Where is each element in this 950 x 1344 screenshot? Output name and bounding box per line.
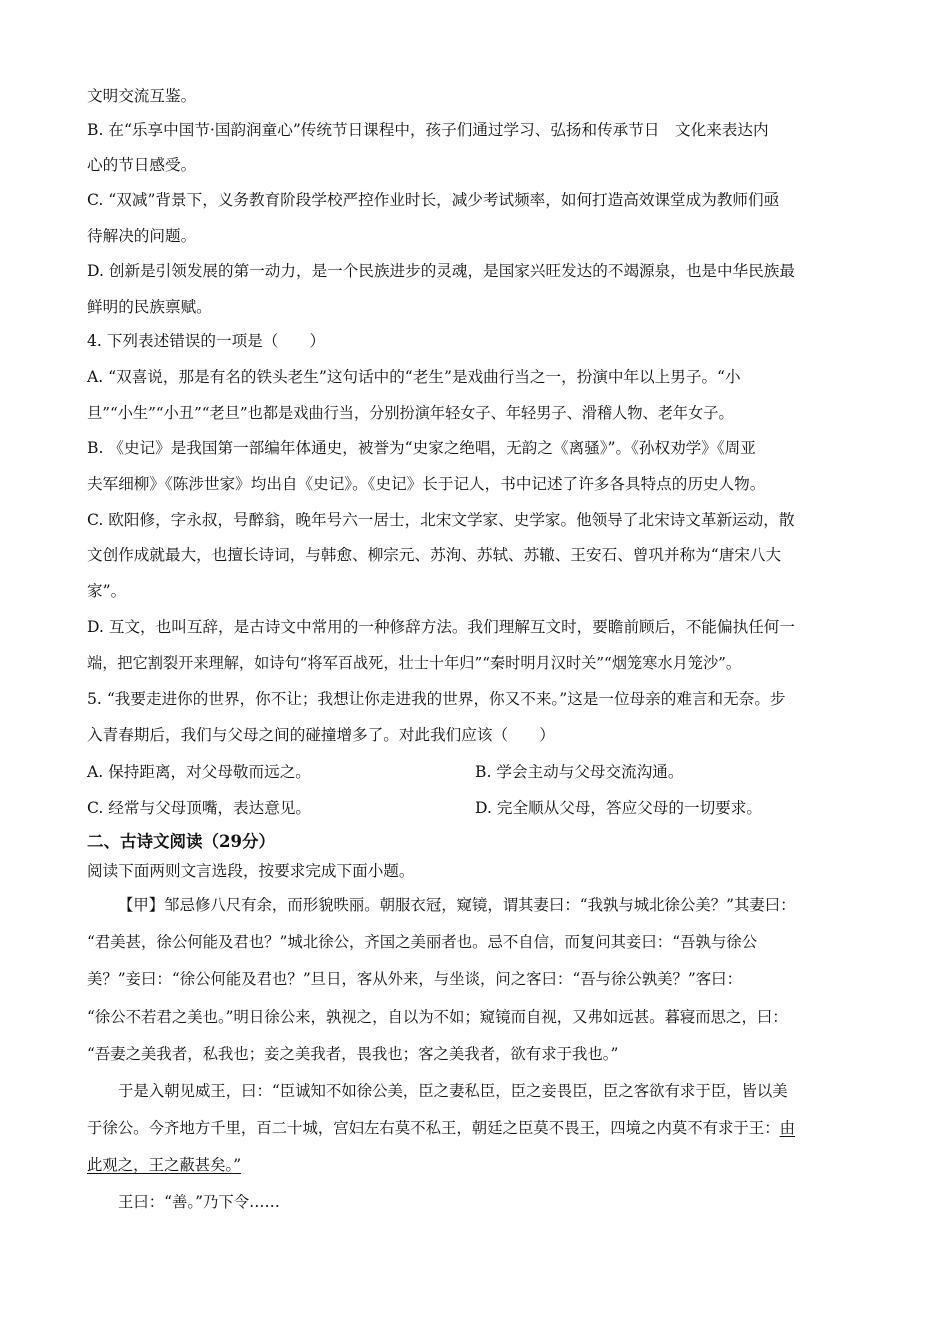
option-b-q4: B. 《史记》是我国第一部编年体通史，被誉为“史家之绝唱，无韵之《离骚》”。《孙权劝学》《周亚 [87, 439, 756, 457]
text-line: 鲜明的民族禀赋。 [87, 298, 212, 316]
classical-text-line: “君美甚，徐公何能及君也？”城北徐公，齐国之美丽者也。忌不自信，而复问其妾曰：“吾孰与徐公 [87, 933, 758, 951]
option-a-q5: A. 保持距离，对父母敬而远之。 [87, 763, 311, 781]
classical-text-line [87, 1155, 241, 1175]
option-d-q5: D. 完全顺从父母，答应父母的一切要求。 [475, 799, 762, 817]
underlined-sentence: 由 [779, 1119, 795, 1137]
classical-text-line: 美？”妾曰：“徐公何能及君也？”旦日，客从外来，与坐谈，问之客曰：“吾与徐公孰美？”客曰： [87, 970, 742, 988]
option-a-q4: A. “双喜说，那是有名的铁头老生”这句话中的“老生”是戏曲行当之一，扮演中年以上男子。“小 [87, 368, 741, 386]
text-line: 入青春期后，我们与父母之间的碰撞增多了。对此我们应该（ ） [87, 726, 555, 744]
classical-text-line: “徐公不若君之美也。”明日徐公来，孰视之，自以为不如；窥镜而自视，又弗如远甚。暮寝而思之，曰： [87, 1008, 788, 1026]
option-c-q3: C. “双减”背景下，义务教育阶段学校严控作业时长，减少考试频率，如何打造高效课堂成为教师们亟 [87, 191, 780, 209]
text-line: 心的节日感受。 [87, 156, 197, 174]
text-line: 文明交流互鉴。 [87, 87, 197, 105]
option-d-q3: D. 创新是引领发展的第一动力，是一个民族进步的灵魂，是国家兴旺发达的不竭源泉，也是中华民族最 [87, 262, 795, 280]
plain-text: 于徐公。今齐地方千里，百二十城，宫妇左右莫不私王，朝廷之臣莫不畏王，四境之内莫不有求于王： [87, 1119, 780, 1137]
text-line: 夫军细柳》《陈涉世家》均出自《史记》。《史记》长于记人，书中记述了许多各具特点的历史人物。 [87, 475, 766, 493]
classical-text-line: 【甲】邹忌修八尺有余，而形貌昳丽。朝服衣冠，窥镜，谓其妻曰：“我孰与城北徐公美？”其妻曰： [118, 896, 796, 914]
underlined-sentence: 此观之，王之蔽甚矣。 [87, 1156, 234, 1174]
instruction-text: 阅读下面两则文言选段，按要求完成下面小题。 [87, 862, 415, 880]
text-line: 家”。 [87, 582, 127, 600]
text-line: 端，把它割裂开来理解，如诗句“将军百战死，壮士十年归”“秦时明月汉时关”“烟笼寒水月笼沙”。 [87, 654, 742, 672]
option-c-q4: C. 欧阳修，字永叔，号醉翁，晚年号六一居士，北宋文学家、史学家。他领导了北宋诗文革新运动，散 [87, 511, 795, 529]
question-5-stem: 5. “我要走进你的世界，你不让；我想让你走进我的世界，你又不来。”这是一位母亲的难言和无奈。步 [87, 690, 786, 708]
text-line: 文创作成就最大，也擅长诗词，与韩愈、柳宗元、苏洵、苏轼、苏辙、王安石、曾巩并称为“唐宋八大 [87, 546, 782, 564]
classical-text-line [87, 1118, 795, 1138]
option-b-q3: B. 在“乐享中国节·国韵润童心”传统节日课程中，孩子们通过学习、弘扬和传承节日 文化来表达内 [87, 121, 769, 139]
section-heading: 二、古诗文阅读（29分） [87, 832, 275, 851]
option-c-q5: C. 经常与父母顶嘴，表达意见。 [87, 799, 312, 817]
classical-text-line: “吾妻之美我者，私我也；妾之美我者，畏我也；客之美我者，欲有求于我也。” [87, 1045, 619, 1063]
question-4-stem: 4. 下列表述错误的一项是（ ） [87, 332, 326, 350]
closing-quote: ” [233, 1156, 242, 1174]
option-b-q5: B. 学会主动与父母交流沟通。 [475, 763, 684, 781]
option-d-q4: D. 互文，也叫互辞，是古诗文中常用的一种修辞方法。我们理解互文时，要瞻前顾后，不能偏执任何一 [87, 618, 795, 636]
classical-text-line: 王曰：“善。”乃下令…… [118, 1193, 280, 1211]
text-line: 旦”“小生”“小丑”“老旦”也都是戏曲行当，分别扮演年轻女子、年轻男子、滑稽人物、老年女子。 [87, 404, 734, 422]
text-line: 待解决的问题。 [87, 227, 197, 245]
classical-text-line: 于是入朝见威王，曰：“臣诚知不如徐公美，臣之妻私臣，臣之妾畏臣，臣之客欲有求于臣，皆以美 [118, 1082, 788, 1100]
